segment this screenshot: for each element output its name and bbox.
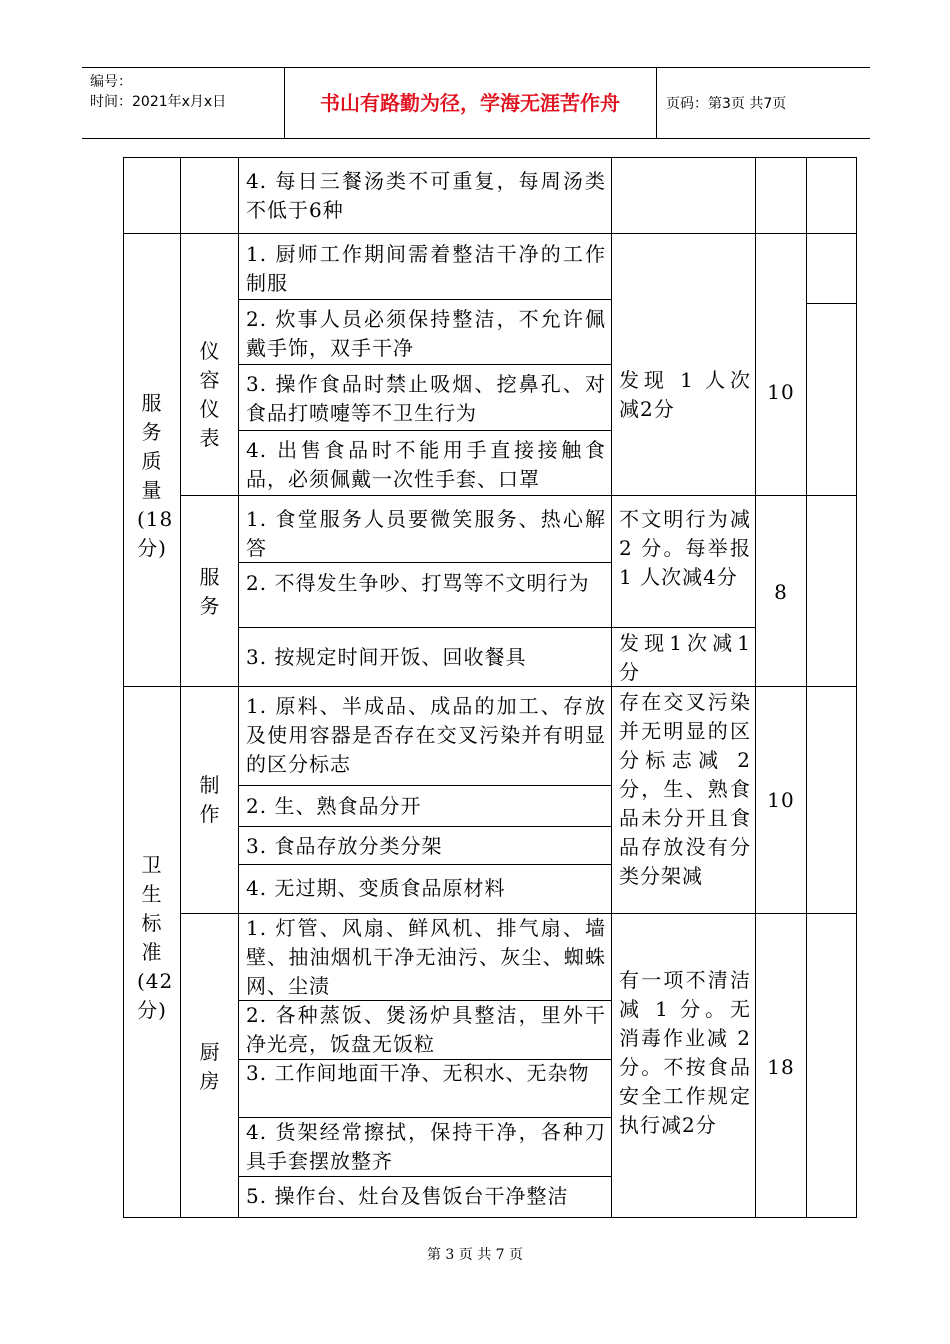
subcategory-service: 服务 — [199, 565, 221, 618]
list-item: 4. 货架经常擦拭，保持干净，各种刀具手套摆放整齐 — [246, 1120, 606, 1173]
list-item: 5. 操作台、灶台及售饭台干净整洁 — [246, 1184, 569, 1208]
list-item: 2. 炊事人员必须保持整洁，不允许佩戴手饰，双手干净 — [246, 307, 606, 360]
subcategory-appearance: 仪容仪表 — [199, 339, 221, 450]
header-motto: 书山有路勤为径，学海无涯苦作舟 — [320, 91, 620, 115]
header-meta — [90, 72, 226, 112]
list-item: 4. 无过期、变质食品原材料 — [246, 876, 506, 900]
deduction-rule: 不文明行为减 2 分。每举报 1 人次减4分 — [619, 507, 751, 589]
list-item: 2. 生、熟食品分开 — [246, 794, 422, 818]
deduction-rule: 发现1次减1分 — [619, 631, 751, 684]
time-label: 时间：2021年x月x日 — [90, 94, 227, 110]
score-value: 10 — [767, 788, 795, 812]
subcategory-production: 制作 — [199, 773, 221, 826]
list-item: 1. 厨师工作期间需着整洁干净的工作制服 — [246, 242, 606, 295]
list-item: 4. 出售食品时不能用手直接接触食品，必须佩戴一次性手套、口罩 — [246, 438, 606, 491]
deduction-rule: 有一项不清洁减 1 分。无消毒作业减 2 分。不按食品安全工作规定执行减2分 — [619, 968, 751, 1137]
list-item: 3. 按规定时间开饭、回收餐具 — [246, 645, 527, 669]
list-item: 1. 原料、半成品、成品的加工、存放及使用容器是否存在交叉污染并有明显的区分标志 — [246, 694, 606, 776]
header-divider — [656, 68, 657, 138]
deduction-rule: 发现 1 人次减2分 — [619, 368, 751, 421]
list-item: 2. 各种蒸饭、煲汤炉具整洁，里外干净光亮，饭盘无饭粒 — [246, 1003, 606, 1056]
score-value: 18 — [767, 1055, 795, 1079]
list-item: 1. 食堂服务人员要微笑服务、热心解答 — [246, 507, 606, 560]
list-item: 1. 灯管、风扇、鲜风机、排气扇、墙壁、抽油烟机干净无油污、灰尘、蜘蛛网、尘渍 — [246, 916, 606, 998]
list-item: 3. 操作食品时禁止吸烟、挖鼻孔、对食品打喷嚏等不卫生行为 — [246, 372, 606, 425]
list-item: 3. 食品存放分类分架 — [246, 834, 443, 858]
page-footer: 第 3 页 共 7 页 — [426, 1247, 524, 1263]
category-hygiene: 卫生标准(42分) — [137, 853, 174, 1022]
number-label: 编号： — [90, 74, 132, 90]
score-value: 10 — [767, 380, 795, 404]
page-header — [82, 67, 870, 139]
list-item: 2. 不得发生争吵、打骂等不文明行为 — [246, 571, 590, 595]
deduction-rule: 存在交叉污染并无明显的区分标志减 2 分，生、熟食品未分开且食品存放没有分类分架减 — [619, 690, 751, 888]
category-service-quality: 服务质量(18分) — [137, 391, 174, 560]
subcategory-kitchen: 厨房 — [199, 1040, 221, 1093]
list-item: 3. 工作间地面干净、无积水、无杂物 — [246, 1061, 590, 1085]
score-value: 8 — [774, 580, 788, 604]
page-indicator: 页码：第3页 共7页 — [666, 96, 787, 112]
evaluation-table — [123, 157, 857, 1218]
list-item: 4. 每日三餐汤类不可重复，每周汤类不低于6种 — [246, 169, 606, 222]
